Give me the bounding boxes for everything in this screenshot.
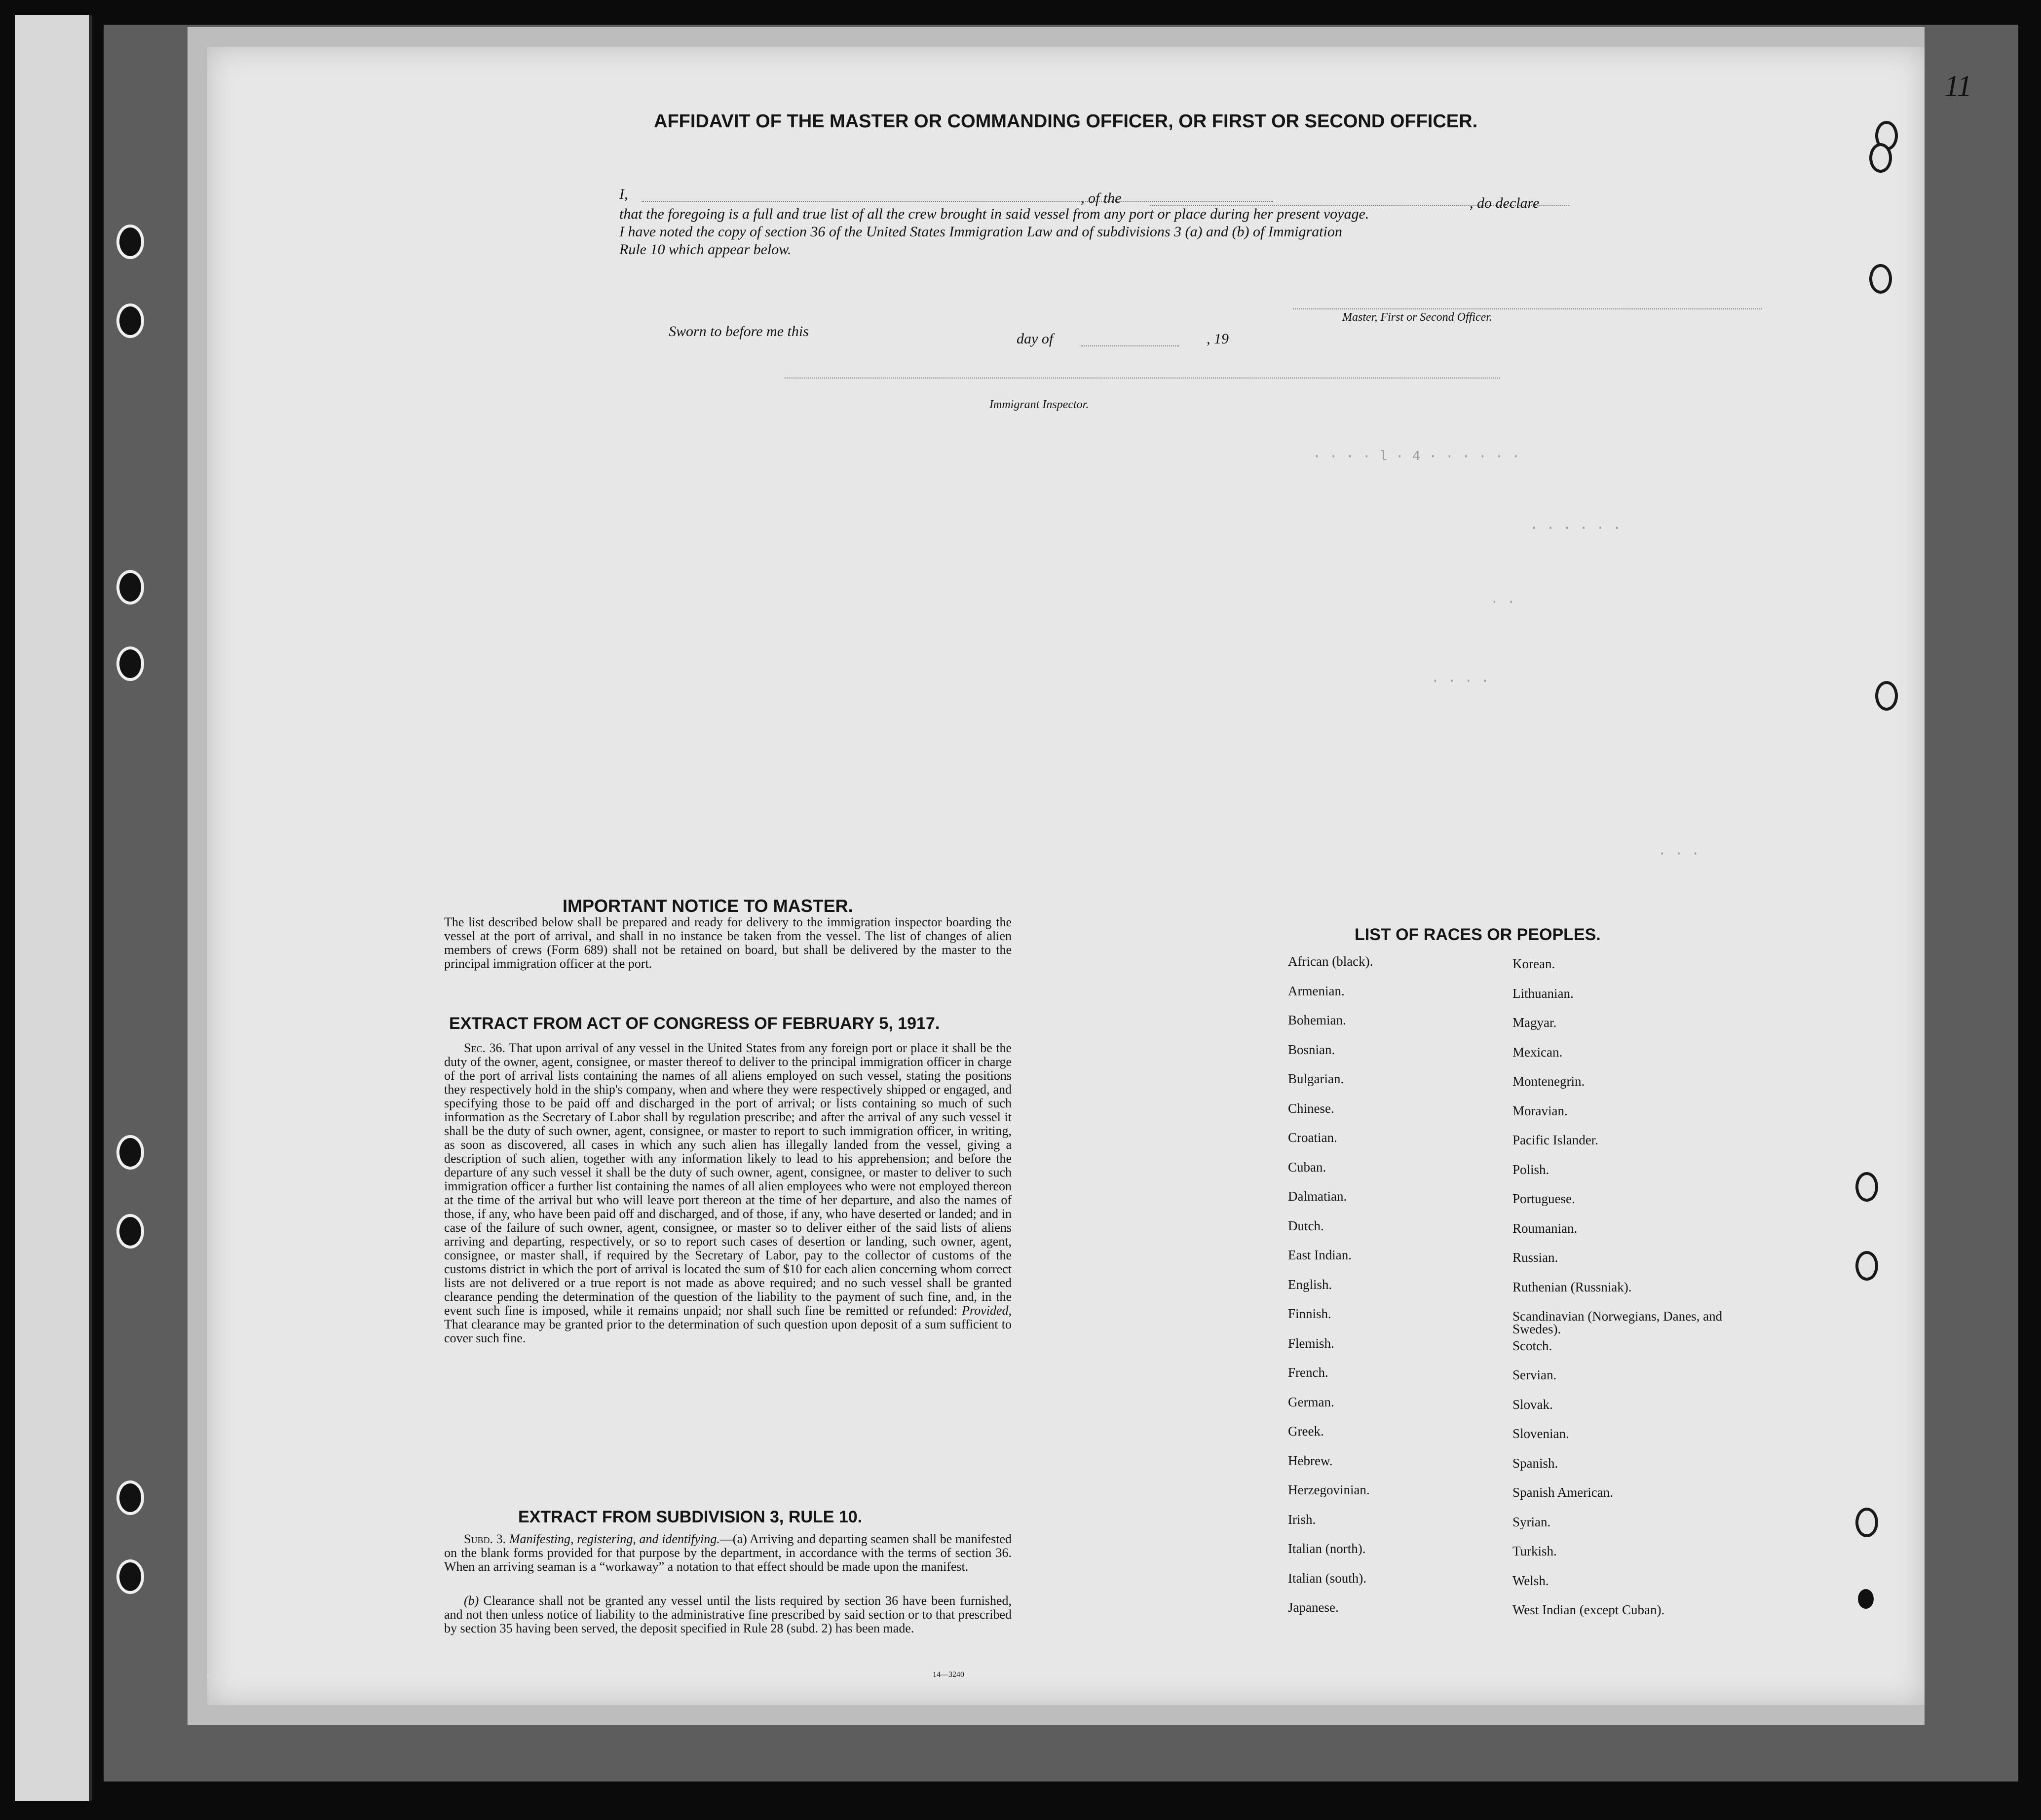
sec-text: That upon arrival of any vessel in the United States from any foreign port or place it shall be the duty of the owner, agent, consignee, or master thereof to deliver to the principal immigration officer in charge of the port of arrival lists containing the names of all aliens employed on such vessel, stating the positions they respectively hold in the ship's company, when and where they were respectively shipped or engaged, and specifying those to be paid off and discharged in the port of arrival; or lists containing so much of such information as the Secretary of Labor shall by regulation prescribe; and after the arrival of any such vessel it shall be the duty of such owner, agent, consignee, or master to report to such immigration officer, in writing, as soon as discovered, all cases in which any such alien has illegally landed from the vessel, giving a description of such alien, together with any information likely to lead to his apprehension; and before the departure of any such vessel it shall be the duty of such owner, agent, consignee, or master to deliver to such immigration officer a further list containing the names of all alien employees who were not employed thereon at the time of the arrival but who will leave port thereon at the time of her departure, and also the names of those, if any, who have been paid off and discharged, and of those, if any, who have deserted or landed; and in case of the failure of such owner, agent, consignee, or master so to deliver either of the said lists of aliens arriving and departing, respectively, or so to report such cases of desertion or landing, such owner, agent, consignee, or master shall, if required by the Secretary of Labor, pay to the collector of customs of the customs district in which the port of arrival is located the sum of $10 for each alien concerning whom correct lists are not delivered or a true report is not made as above required; and no such vessel shall be granted clearance pending the determination of the question of the liability to the payment of such fine, and, in the event such fine is imposed, while it remains unpaid; nor shall such fine be remitted or refunded: <box>444 1041 1012 1318</box>
race-item: Ruthenian (Russniak). <box>1512 1279 1632 1294</box>
affidavit-line-4: Rule 10 which appear below. <box>619 241 792 258</box>
punch-hole-filled <box>1858 1589 1874 1609</box>
race-item: French. <box>1288 1365 1328 1380</box>
sworn-label: Sworn to before me this <box>669 323 809 340</box>
date-blank <box>1081 345 1179 346</box>
extract-act-title: EXTRACT FROM ACT OF CONGRESS OF FEBRUARY 5, 1917. <box>449 1014 940 1033</box>
punch-hole <box>1875 681 1898 711</box>
race-item: Slovak. <box>1512 1397 1553 1412</box>
subd-heading: Manifesting, registering, and identifying. <box>509 1532 720 1546</box>
bleed-through: · · · · l · 4 · · · · · · <box>1313 449 1520 464</box>
binder-hole <box>116 570 144 605</box>
year-label: , 19 <box>1207 331 1229 347</box>
race-item: Welsh. <box>1512 1573 1549 1588</box>
race-item: Armenian. <box>1288 983 1345 998</box>
race-item: Hebrew. <box>1288 1453 1333 1468</box>
race-item: East Indian. <box>1288 1248 1352 1262</box>
race-item: English. <box>1288 1277 1332 1292</box>
race-item: Bulgarian. <box>1288 1071 1344 1086</box>
race-item: Syrian. <box>1512 1514 1551 1529</box>
race-item: Finnish. <box>1288 1306 1331 1321</box>
bleed-through: · · · <box>1658 846 1700 862</box>
race-item: Flemish. <box>1288 1335 1334 1351</box>
affidavit-line-2: that the foregoing is a full and true list of all the crew brought in said vessel from any port or place during her present voyage. <box>619 206 1369 222</box>
proviso-word: Provided, <box>962 1303 1012 1318</box>
race-item: Japanese. <box>1288 1600 1339 1615</box>
race-item: Italian (north). <box>1288 1541 1366 1556</box>
master-signature-label: Master, First or Second Officer. <box>1342 311 1492 324</box>
punch-hole <box>1855 1508 1878 1537</box>
race-item: Dutch. <box>1288 1218 1324 1233</box>
race-item: German. <box>1288 1394 1334 1409</box>
subd-text-b: Clearance shall not be granted any vessel until the lists required by section 36 have been furnished, and not then unless notice of liability to the administrative fine prescribed by said section or to that prescribed by section 35 having been served, the deposit specified in Rule 28 (subd. 2) has been made. <box>444 1593 1012 1635</box>
race-item: Spanish American. <box>1512 1485 1613 1500</box>
subd-b-label: (b) <box>464 1593 479 1608</box>
race-item: Moravian. <box>1512 1103 1568 1118</box>
notice-title: IMPORTANT NOTICE TO MASTER. <box>563 896 853 916</box>
form-number: 14—3240 <box>933 1670 964 1679</box>
extract-rule-body-a <box>444 1532 1012 1574</box>
punch-hole <box>1869 143 1892 173</box>
race-item: Magyar. <box>1512 1015 1557 1030</box>
bleed-through: · · · · <box>1431 674 1489 689</box>
binder-hole <box>116 646 144 681</box>
race-item: Turkish. <box>1512 1544 1557 1558</box>
race-item: African (black). <box>1288 954 1373 969</box>
race-item: Dalmatian. <box>1288 1189 1347 1204</box>
proviso-text: That clearance may be granted prior to the determination of such question upon deposit of a sum sufficient to cover such fine. <box>444 1317 1012 1345</box>
race-item: Russian. <box>1512 1250 1558 1265</box>
race-item: Italian (south). <box>1288 1570 1366 1586</box>
race-item: Lithuanian. <box>1512 986 1574 1001</box>
affidavit-line-3: I have noted the copy of section 36 of the United States Immigration Law and of subdivisions 3 (a) and (b) of Immigration <box>619 224 1342 240</box>
notice-text: The list described below shall be prepared and ready for delivery to the immigration inspector boarding the vessel at the port of arrival, and shall in no instance be taken from the vessel. The list of changes of alien members of crews (Form 689) shall not be retained on board, but shall be delivered by the master to the principal immigration officer at the port. <box>444 915 1012 971</box>
punch-hole <box>1869 264 1892 294</box>
race-item: Scotch. <box>1512 1338 1552 1353</box>
race-item: Irish. <box>1288 1512 1316 1527</box>
race-item: Scandinavian (Norwegians, Danes, and Swedes). <box>1512 1309 1723 1336</box>
race-item: West Indian (except Cuban). <box>1512 1602 1665 1617</box>
binding-stub <box>15 15 92 1801</box>
punch-hole <box>1855 1251 1878 1281</box>
inspector-label: Immigrant Inspector. <box>989 398 1089 411</box>
sec-label: Sec. 36. <box>464 1041 505 1055</box>
binder-hole <box>116 1480 144 1515</box>
races-title: LIST OF RACES OR PEOPLES. <box>1355 925 1601 944</box>
extract-rule-title: EXTRACT FROM SUBDIVISION 3, RULE 10. <box>518 1508 863 1526</box>
race-item: Servian. <box>1512 1367 1557 1382</box>
race-item: Polish. <box>1512 1162 1550 1177</box>
subd-label: Subd. 3. <box>464 1532 506 1546</box>
race-item: Chinese. <box>1288 1100 1334 1116</box>
binder-hole <box>116 303 144 338</box>
subd-text-a: —(a) Arriving and departing seamen shall be manifested on the blank forms provided for that purpose by the department, in accordance with the terms of section 36. When an arriving seaman is a “workaway” a notation to that effect should be made upon the manifest. <box>444 1532 1012 1574</box>
day-of-label: day of <box>1017 331 1054 347</box>
inspector-blank <box>785 378 1500 379</box>
race-item: Greek. <box>1288 1424 1324 1439</box>
affidavit-i: I, <box>619 186 628 202</box>
binder-hole <box>116 1214 144 1249</box>
extract-act-body <box>444 1041 1012 1345</box>
race-item: Korean. <box>1512 956 1555 971</box>
bleed-through: · · <box>1490 595 1515 610</box>
race-item: Croatian. <box>1288 1130 1337 1145</box>
affidavit-declare: , do declare <box>1470 195 1540 211</box>
signature-blank <box>1293 308 1762 309</box>
extract-rule-body-b <box>444 1594 1012 1635</box>
binder-hole <box>116 1559 144 1594</box>
race-item: Herzegovinian. <box>1288 1482 1370 1497</box>
binder-hole <box>116 225 144 259</box>
race-item: Mexican. <box>1512 1044 1563 1060</box>
name-blank <box>642 201 1273 202</box>
form-page <box>207 47 1925 1705</box>
race-item: Bohemian. <box>1288 1013 1346 1027</box>
race-item: Bosnian. <box>1288 1042 1335 1057</box>
race-item: Roumanian. <box>1512 1220 1578 1236</box>
affidavit-of-the: , of the <box>1081 190 1122 206</box>
punch-hole <box>1855 1172 1878 1202</box>
affidavit-title: AFFIDAVIT OF THE MASTER OR COMMANDING OFFICER, OR FIRST OR SECOND OFFICER. <box>654 111 1478 132</box>
page-number-mark: 11 <box>1944 70 1972 102</box>
race-item: Slovenian. <box>1512 1426 1569 1441</box>
race-item: Spanish. <box>1512 1455 1558 1471</box>
race-item: Cuban. <box>1288 1159 1326 1175</box>
race-item: Pacific Islander. <box>1512 1133 1598 1147</box>
race-item: Montenegrin. <box>1512 1074 1585 1089</box>
race-item: Portuguese. <box>1512 1191 1575 1206</box>
bleed-through: · · · · · · <box>1530 521 1621 536</box>
binder-hole <box>116 1135 144 1170</box>
